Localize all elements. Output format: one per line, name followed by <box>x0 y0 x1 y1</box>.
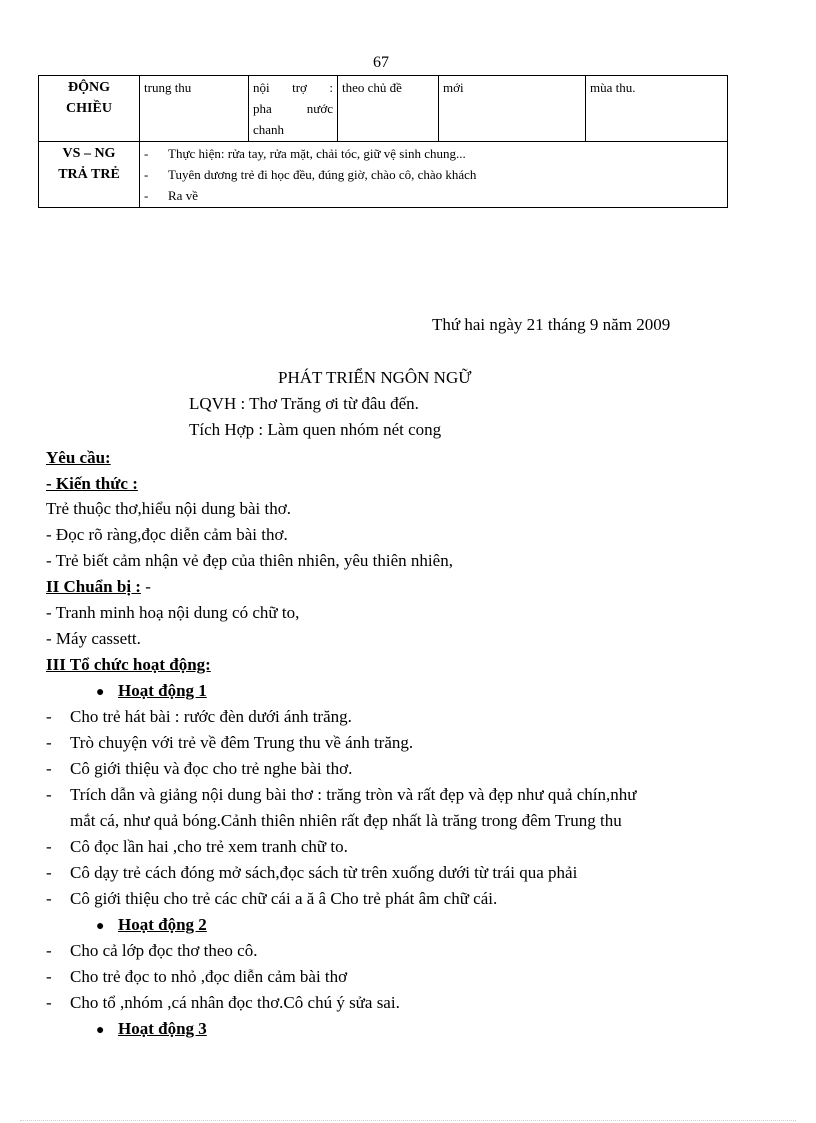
schedule-table <box>38 75 728 208</box>
list-item-text: Cho cả lớp đọc thơ theo cô. <box>70 941 258 960</box>
list-item-text: Cho trẻ hát bài : rước đèn dưới ánh trăng. <box>70 707 352 726</box>
list-item-text: Cho trẻ đọc to nhỏ ,đọc diễn cảm bài thơ <box>70 967 348 986</box>
list-item <box>144 185 723 206</box>
cell-word: trợ <box>292 80 307 95</box>
section-heading-knowledge: - Kiến thức : <box>46 474 138 493</box>
dash-marker: - <box>46 707 52 726</box>
dash-marker: - <box>46 863 52 882</box>
dash-marker: - <box>46 837 52 856</box>
activity-cell <box>39 142 140 208</box>
knowledge-item: Trẻ thuộc thơ,hiểu nội dung bài thơ. <box>46 499 291 518</box>
dash-marker: - <box>46 733 52 752</box>
activity-heading-text: Hoạt động 3 <box>118 1019 207 1038</box>
list-item-text: Cho tổ ,nhóm ,cá nhân đọc thơ.Cô chú ý sửa sai. <box>70 993 400 1012</box>
list-item <box>46 967 347 987</box>
dash-marker: - <box>46 759 52 778</box>
list-item <box>46 759 352 779</box>
list-item <box>46 733 413 753</box>
table-cell <box>249 76 338 142</box>
activity-cell <box>39 76 140 142</box>
preparation-item: - Máy cassett. <box>46 629 141 648</box>
list-item <box>144 143 723 164</box>
dash-marker: - <box>46 941 52 960</box>
section-heading-organization: III Tổ chức hoạt động: <box>46 655 211 674</box>
section-heading-requirements: Yêu cầu: <box>46 448 111 467</box>
activity-heading-text: Hoạt động 2 <box>118 915 207 934</box>
list-item-continuation <box>46 811 622 831</box>
list-item-text: mắt cá, như quả bóng.Cảnh thiên nhiên rất đẹp nhất là trăng trong đêm Trung thu <box>70 811 622 830</box>
list-item <box>46 993 400 1013</box>
dash-marker: - <box>144 146 149 161</box>
list-item-text: Thực hiện: rửa tay, rửa mặt, chải tóc, giữ vệ sinh chung... <box>168 146 466 161</box>
dash-marker: - <box>144 167 149 182</box>
list-item-text: Trò chuyện với trẻ về đêm Trung thu về ánh trăng. <box>70 733 414 752</box>
list-item <box>46 889 497 909</box>
list-item <box>46 837 348 857</box>
bullet-icon: ● <box>96 919 105 934</box>
cell-word: nội <box>253 80 270 95</box>
dash-marker: - <box>46 889 52 908</box>
list-item-text: Cô dạy trẻ cách đóng mở sách,đọc sách từ trên xuống dưới từ trái qua phải <box>70 863 578 882</box>
cell-word: pha <box>253 101 272 116</box>
table-cell: mới <box>439 76 586 142</box>
table-cell <box>140 142 728 208</box>
page-number: 67 <box>373 54 389 71</box>
bullet-icon: ● <box>96 685 105 700</box>
page-bottom-divider <box>20 1120 796 1121</box>
activity-name-line: VS – NG <box>62 146 116 161</box>
lesson-title: PHÁT TRIỂN NGÔN NGỮ <box>278 368 472 387</box>
preparation-label: II Chuẩn bị : <box>46 577 141 596</box>
list-item-text: Cô giới thiệu cho trẻ các chữ cái a ă â Cho trẻ phát âm chữ cái. <box>70 889 498 908</box>
list-item-text: Cô giới thiệu và đọc cho trẻ nghe bài thơ. <box>70 759 353 778</box>
knowledge-item: - Trẻ biết cảm nhận vẻ đẹp của thiên nhiên, yêu thiên nhiên, <box>46 551 453 570</box>
list-item-text: Cô đọc lần hai ,cho trẻ xem tranh chữ to. <box>70 837 348 856</box>
table-row <box>39 142 728 208</box>
dash-marker: - <box>46 785 52 804</box>
activity-name-line: TRẢ TRẺ <box>58 167 120 182</box>
list-item <box>46 941 257 961</box>
cell-word: : <box>329 80 333 95</box>
list-item-text: Trích dẫn và giảng nội dung bài thơ : trăng tròn và rất đẹp và đẹp như quả chín,như <box>70 785 637 804</box>
table-cell: mùa thu. <box>586 76 728 142</box>
activity-heading <box>96 681 207 701</box>
table-cell: theo chủ đề <box>338 76 439 142</box>
list-item <box>144 164 723 185</box>
preparation-item: - Tranh minh hoạ nội dung có chữ to, <box>46 603 300 622</box>
dash-marker: - <box>46 967 52 986</box>
activity-heading-text: Hoạt động 1 <box>118 681 207 700</box>
bullet-icon: ● <box>96 1023 105 1038</box>
lesson-integration: Tích Hợp : Làm quen nhóm nét cong <box>189 420 442 439</box>
dash-marker: - <box>46 993 52 1012</box>
activity-name-line: ĐỘNG <box>68 80 110 95</box>
table-cell: trung thu <box>140 76 249 142</box>
list-item <box>46 707 352 727</box>
preparation-tail: - <box>140 577 151 596</box>
list-item-text: Tuyên dương trẻ đi học đều, đúng giờ, chào cô, chào khách <box>168 167 477 182</box>
activity-name-line: CHIỀU <box>66 101 112 116</box>
list-item <box>46 863 577 883</box>
lesson-lqvh: LQVH : Thơ Trăng ơi từ đâu đến. <box>189 394 419 413</box>
list-item <box>46 785 636 805</box>
list-item-text: Ra về <box>168 188 198 203</box>
table-row <box>39 76 728 142</box>
cell-word: chanh <box>253 122 285 137</box>
lesson-date: Thứ hai ngày 21 tháng 9 năm 2009 <box>432 315 671 334</box>
cell-word: nước <box>306 101 333 116</box>
dash-marker: - <box>144 188 149 203</box>
activity-heading <box>96 915 207 935</box>
knowledge-item: - Đọc rõ ràng,đọc diễn cảm bài thơ. <box>46 525 288 544</box>
activity-heading <box>96 1019 207 1039</box>
section-heading-preparation <box>46 577 151 597</box>
